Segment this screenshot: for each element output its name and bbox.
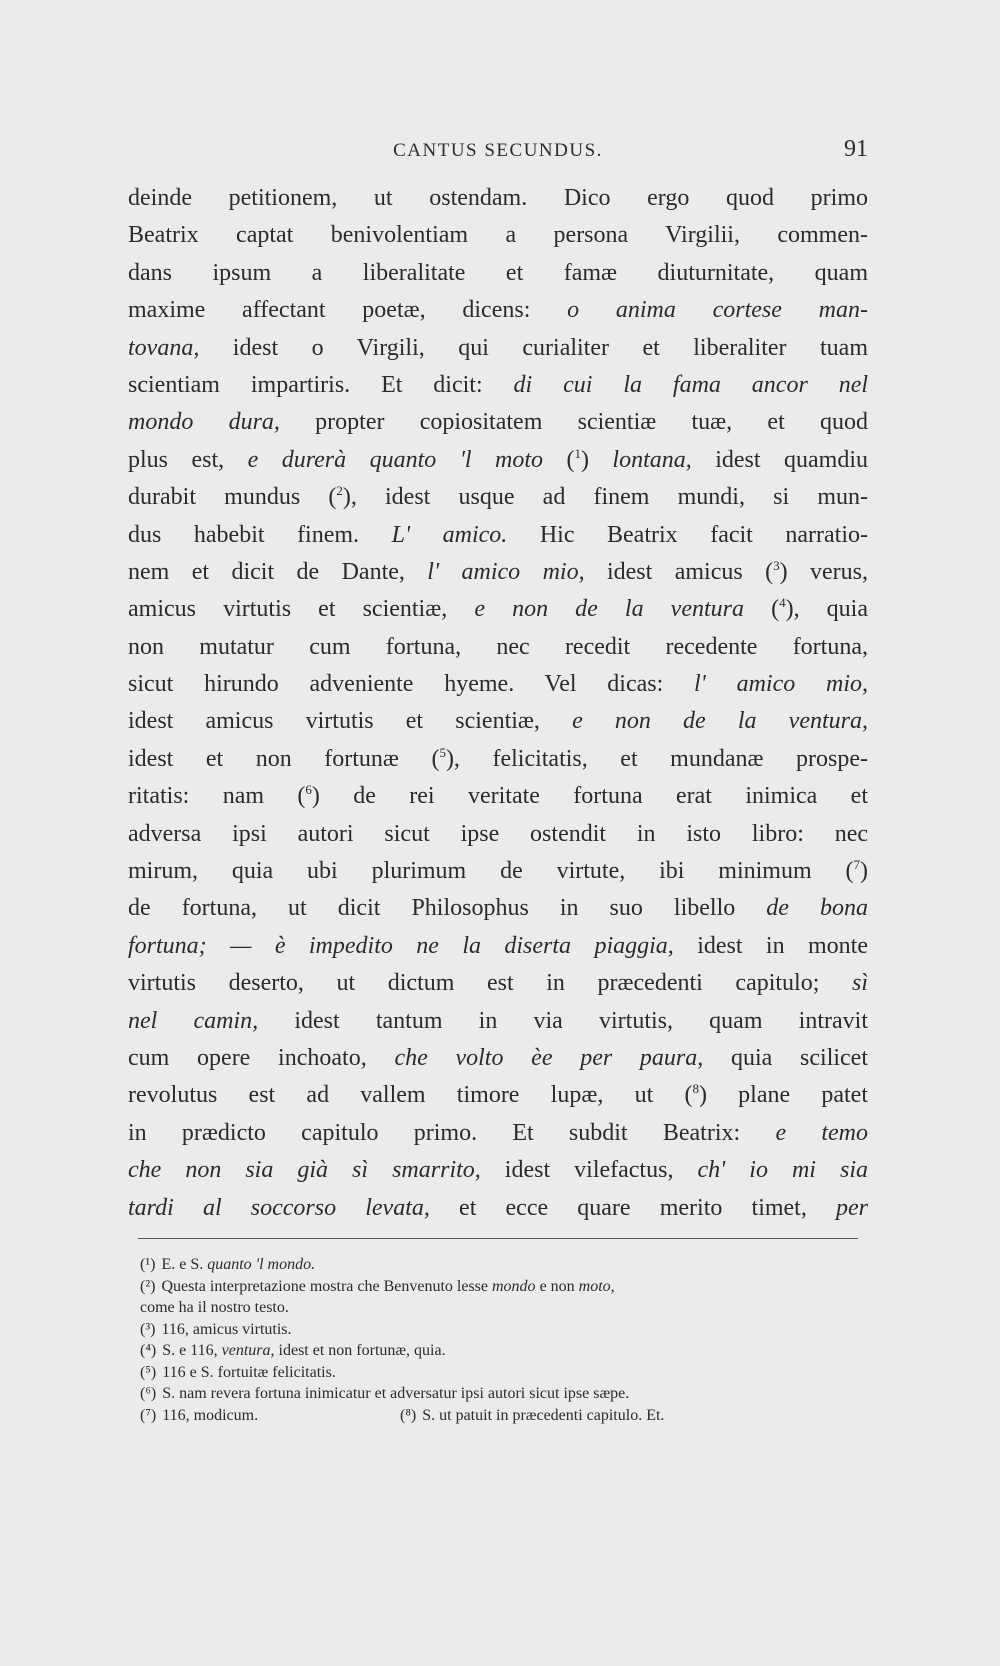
text-segment: idest in monte — [673, 932, 868, 959]
text-segment: mirum, quia ubi plurimum de virtute, ibi minimum ( — [128, 858, 854, 885]
footnote-text: come ha il nostro testo. — [140, 1299, 289, 1316]
italic-segment: tardi al soccorso levata, — [128, 1194, 430, 1221]
italic-segment: de bona — [766, 895, 868, 922]
text-segment: ) — [580, 446, 613, 473]
text-line — [128, 554, 868, 591]
italic-segment: ch' io mi sia — [697, 1157, 868, 1184]
text-segment: ), idest usque ad finem mundi, si mun- — [342, 484, 868, 511]
italic-segment: fortuna; — è impedito ne la diserta piaggia, — [128, 932, 674, 959]
text-line — [128, 1115, 868, 1152]
text-segment: propter copiositatem scientiæ tuæ, et quod — [279, 409, 868, 436]
text-segment: in prædicto capitulo primo. Et subdit Beatrix: — [128, 1119, 776, 1146]
footnote-ref: 1 — [574, 445, 581, 461]
running-head — [128, 136, 868, 170]
italic-segment: per — [836, 1194, 868, 1221]
footnote-text: S. nam revera fortuna inimicatur et adversatur ipsi autori sicut ipse sæpe. — [162, 1385, 630, 1402]
footnote-6 — [140, 1383, 870, 1405]
text-line — [128, 778, 868, 815]
footnote-8 — [400, 1405, 664, 1427]
footnote-mark: (⁵) — [140, 1363, 157, 1381]
text-segment: ) de rei veritate fortuna erat inimica et — [311, 783, 868, 810]
footnote-italic: quanto 'l mondo. — [207, 1256, 316, 1273]
footnote-2-continued — [140, 1297, 870, 1319]
text-line — [128, 255, 868, 292]
footnote-text: 116, modicum. — [162, 1406, 259, 1424]
footnote-mark: (⁴) — [140, 1342, 157, 1359]
footnote-mark: (¹) — [140, 1256, 156, 1273]
text-segment: ( — [543, 446, 575, 473]
text-segment: ) plane patet — [698, 1082, 868, 1109]
footnote-italic: moto, — [578, 1277, 615, 1295]
text-line — [128, 1077, 868, 1114]
text-segment: adversa ipsi autori sicut ipse ostendit in isto libro: nec — [128, 820, 868, 847]
running-title: CANTUS SECUNDUS. — [393, 140, 603, 161]
text-segment: ), quia — [785, 596, 868, 623]
footnote-text: idest et non fortunæ, quia. — [274, 1342, 446, 1359]
text-line — [128, 367, 868, 404]
italic-segment: mondo dura, — [128, 409, 280, 436]
text-line — [128, 629, 868, 666]
text-segment: maxime affectant poetæ, dicens: — [128, 297, 568, 324]
italic-segment: l' amico mio, — [694, 671, 868, 698]
footnote-text: Questa interpretazione mostra che Benvenuto lesse — [161, 1277, 492, 1295]
footnote-text: e non — [535, 1277, 579, 1295]
footnote-italic: mondo — [492, 1277, 536, 1295]
italic-segment: sì — [851, 970, 868, 997]
text-segment: cum opere inchoato, — [128, 1044, 395, 1071]
text-segment: Beatrix captat benivolentiam a persona Virgilii, commen- — [128, 222, 868, 249]
text-segment: dans ipsum a liberalitate et famæ diuturnitate, quam — [128, 259, 868, 286]
text-segment: et ecce quare merito timet, — [429, 1194, 837, 1221]
text-segment: ) verus, — [779, 558, 868, 585]
text-line — [128, 816, 868, 853]
footnote-3 — [140, 1319, 870, 1341]
footnote-7-8 — [140, 1405, 870, 1427]
text-line — [128, 928, 868, 965]
body-text — [128, 180, 868, 1227]
text-line — [128, 1152, 868, 1189]
text-segment: idest amicus virtutis et scientiæ, — [128, 708, 573, 735]
footnotes — [140, 1254, 870, 1426]
text-segment: plus est, — [128, 446, 248, 473]
text-line — [128, 965, 868, 1002]
footnote-text: S. ut patuit in præcedenti capitulo. Et. — [422, 1406, 665, 1424]
text-segment: revolutus est ad vallem timore lupæ, ut ( — [128, 1082, 693, 1109]
text-line — [128, 479, 868, 516]
text-segment: durabit mundus ( — [128, 484, 337, 511]
text-line — [128, 890, 868, 927]
page-number: 91 — [844, 136, 868, 162]
text-line — [128, 1003, 868, 1040]
footnote-mark: (⁸) — [400, 1406, 417, 1424]
text-segment: idest o Virgili, qui curialiter et liberaliter tuam — [199, 334, 868, 361]
italic-segment: e non de la ventura — [474, 596, 744, 623]
text-segment: de fortuna, ut dicit Philosophus in suo libello — [128, 895, 767, 922]
italic-segment: tovana, — [128, 334, 200, 361]
text-line — [128, 292, 868, 329]
footnote-ref: 2 — [336, 483, 343, 499]
text-line — [128, 404, 868, 441]
italic-segment: che volto èe per paura, — [394, 1044, 704, 1071]
text-line — [128, 741, 868, 778]
footnote-text: E. e S. — [161, 1256, 208, 1273]
footnote-mark: (⁶) — [140, 1385, 157, 1402]
footnote-text: 116, amicus virtutis. — [161, 1320, 292, 1338]
text-segment: ), felicitatis, et mundanæ prospe- — [445, 745, 868, 772]
text-segment: amicus virtutis et scientiæ, — [128, 596, 475, 623]
text-segment: nem et dicit de Dante, — [128, 558, 428, 585]
footnote-rule — [138, 1238, 858, 1239]
italic-segment: e durerà quanto 'l moto — [247, 446, 543, 473]
footnote-mark: (²) — [140, 1277, 156, 1295]
italic-segment: L' amico. — [391, 521, 508, 548]
footnote-text: 116 e S. fortuitæ felicitatis. — [162, 1363, 336, 1381]
text-segment: Hic Beatrix facit narratio- — [507, 521, 868, 548]
footnote-ref: 4 — [779, 595, 786, 611]
italic-segment: e temo — [775, 1119, 868, 1146]
text-line — [128, 517, 868, 554]
text-line — [128, 666, 868, 703]
text-segment: sicut hirundo adveniente hyeme. Vel dicas: — [128, 671, 695, 698]
text-segment: idest amicus ( — [584, 558, 774, 585]
footnote-ref: 8 — [692, 1081, 699, 1097]
text-line — [128, 330, 868, 367]
text-segment: deinde petitionem, ut ostendam. Dico ergo quod primo — [128, 185, 868, 211]
footnote-ref: 5 — [439, 744, 446, 760]
text-segment: scientiam impartiris. Et dicit: — [128, 371, 514, 398]
italic-segment: nel camin, — [128, 1007, 259, 1034]
footnote-ref: 3 — [773, 557, 780, 573]
text-segment: ( — [744, 596, 780, 623]
text-line — [128, 591, 868, 628]
text-segment: idest vilefactus, — [480, 1157, 698, 1184]
text-segment: virtutis deserto, ut dictum est in præcedenti capitulo; — [128, 970, 852, 997]
text-segment: dus habebit finem. — [128, 521, 392, 548]
text-segment: ) — [860, 858, 868, 885]
footnote-text: S. e 116, — [162, 1342, 222, 1359]
footnote-7 — [140, 1405, 400, 1427]
italic-segment: o anima cortese man- — [567, 297, 868, 324]
text-line — [128, 442, 868, 479]
footnote-ref: 6 — [305, 782, 312, 798]
italic-segment: di cui la fama ancor nel — [513, 371, 868, 398]
footnote-mark: (⁷) — [140, 1406, 157, 1424]
text-line — [128, 1040, 868, 1077]
footnote-5 — [140, 1362, 870, 1384]
footnote-2 — [140, 1276, 870, 1298]
text-segment: quia scilicet — [703, 1044, 868, 1071]
text-segment: idest et non fortunæ ( — [128, 745, 440, 772]
text-segment: ritatis: nam ( — [128, 783, 306, 810]
text-line — [128, 703, 868, 740]
text-line — [128, 853, 868, 890]
text-line — [128, 180, 868, 217]
italic-segment: l' amico mio, — [427, 558, 585, 585]
footnote-mark: (³) — [140, 1320, 156, 1338]
footnote-4 — [140, 1340, 870, 1362]
italic-segment: lontana, — [612, 446, 692, 473]
text-segment: idest quamdiu — [691, 446, 868, 473]
text-segment: idest tantum in via virtutis, quam intravit — [258, 1007, 868, 1034]
footnote-ref: 7 — [853, 857, 860, 873]
footnote-1 — [140, 1254, 870, 1276]
text-line — [128, 217, 868, 254]
text-line — [128, 1190, 868, 1227]
text-segment: non mutatur cum fortuna, nec recedit recedente fortuna, — [128, 633, 868, 660]
italic-segment: e non de la ventura, — [572, 708, 868, 735]
italic-segment: che non sia già sì smarrito, — [128, 1157, 481, 1184]
footnote-italic: ventura, — [221, 1342, 275, 1359]
